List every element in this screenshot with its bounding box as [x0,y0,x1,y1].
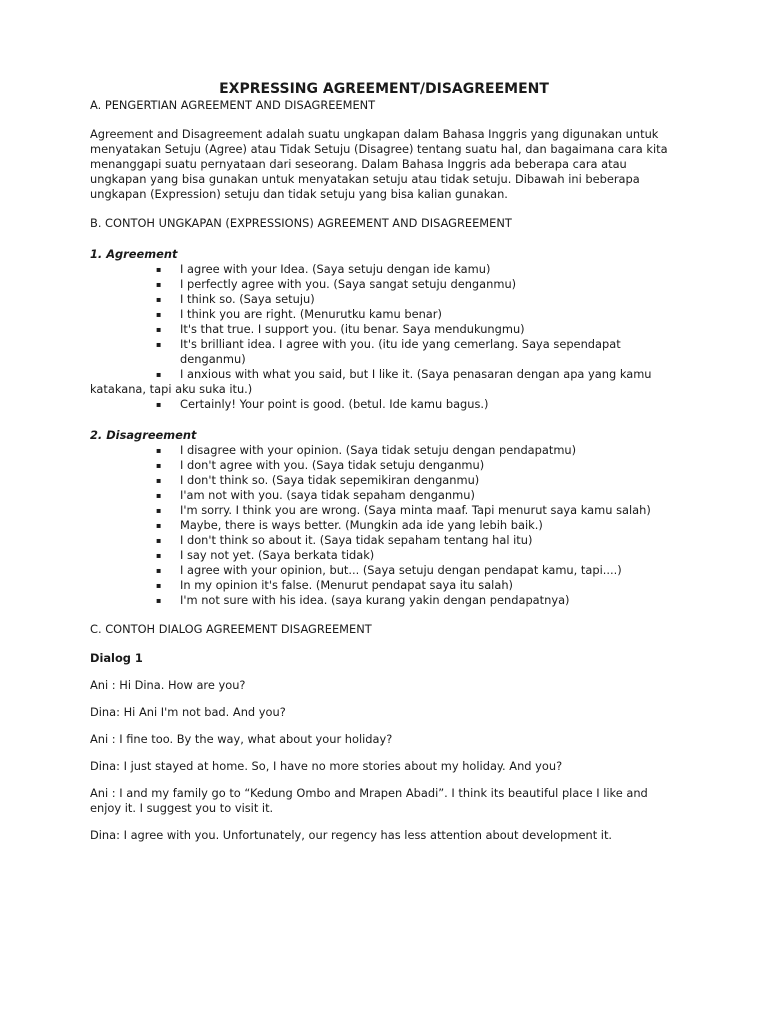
list-item: ▪ I say not yet. (Saya berkata tidak) [156,548,375,562]
dialog-line: Ani : Hi Dina. How are you? [90,678,246,692]
bullet-icon: ▪ [156,446,162,455]
bullet-icon: ▪ [156,506,162,515]
list-item: ▪ I perfectly agree with you. (Saya sangat setuju denganmu) [156,277,517,291]
list-item: ▪ I agree with your opinion, but... (Saya setuju dengan pendapat kamu, tapi....) [156,563,622,577]
section-a-paragraph: Agreement and Disagreement adalah suatu ungkapan dalam Bahasa Inggris yang digunakan untuk menyatakan Setuju (Agree) atau Tidak Setuju (Disagree) tentang suatu hal, dan bagaimana cara kita menanggapi suatu pernyataan dari seseorang. Dalam Bahasa Inggris ada beberapa cara atau ungkapan yang bisa gunakan untuk menyatakan setuju atau tidak setuju. Dibawah ini beberapa ungkapan (Expression) setuju dan tidak setuju yang bisa kalian gunakan. [90,127,668,201]
bullet-icon: ▪ [156,596,162,605]
agreement-list [90,262,678,412]
list-item: ▪ I'm not sure with his idea. (saya kurang yakin dengan pendapatnya) [156,593,570,607]
bullet-icon: ▪ [156,400,162,409]
bullet-icon: ▪ [156,566,162,575]
bullet-icon: ▪ [156,536,162,545]
list-item: ▪ I think you are right. (Menurutku kamu benar) [156,307,442,321]
bullet-icon: ▪ [156,581,162,590]
bullet-icon: ▪ [156,310,162,319]
list-item: ▪ I'm sorry. I think you are wrong. (Saya minta maaf. Tapi menurut saya kamu salah) [156,503,651,517]
list-item: ▪ I agree with your Idea. (Saya setuju dengan ide kamu) [156,262,491,276]
list-item: ▪ It's brilliant idea. I agree with you. (itu ide yang cemerlang. Saya sependapat denganmu) [156,337,621,366]
bullet-icon: ▪ [156,280,162,289]
bullet-icon: ▪ [156,325,162,334]
bullet-icon: ▪ [156,551,162,560]
list-item: ▪ I anxious with what you said, but I like it. (Saya penasaran dengan apa yang kamu katakana, tapi aku suka itu.) [90,367,652,396]
bullet-icon: ▪ [156,491,162,500]
list-item: ▪ I don't think so about it. (Saya tidak sepaham tentang hal itu) [156,533,533,547]
dialog-title: Dialog 1 [90,651,143,665]
bullet-icon: ▪ [156,340,162,349]
document-title: EXPRESSING AGREEMENT/DISAGREEMENT [219,81,549,97]
dialog-line: Dina: I agree with you. Unfortunately, our regency has less attention about development it. [90,828,613,842]
list-item: ▪ I think so. (Saya setuju) [156,292,315,306]
list-item: ▪ In my opinion it's false. (Menurut pendapat saya itu salah) [156,578,513,592]
bullet-icon: ▪ [156,295,162,304]
section-c-heading: C. CONTOH DIALOG AGREEMENT DISAGREEMENT [90,622,372,636]
bullet-icon: ▪ [156,265,162,274]
bullet-icon: ▪ [156,461,162,470]
bullet-icon: ▪ [156,521,162,530]
list-item: ▪ I don't think so. (Saya tidak sepemikiran denganmu) [156,473,480,487]
agreement-heading: 1. Agreement [90,247,178,261]
list-item: ▪ Maybe, there is ways better. (Mungkin ada ide yang lebih baik.) [156,518,543,532]
list-item: ▪ Certainly! Your point is good. (betul. Ide kamu bagus.) [156,397,489,411]
dialog-line: Ani : I and my family go to “Kedung Ombo and Mrapen Abadi”. I think its beautiful place I like and enjoy it. I suggest you to visit it. [90,786,648,815]
disagreement-list [90,443,678,608]
disagreement-heading: 2. Disagreement [90,428,197,442]
list-item: ▪ I disagree with your opinion. (Saya tidak setuju dengan pendapatmu) [156,443,577,457]
section-a-heading: A. PENGERTIAN AGREEMENT AND DISAGREEMENT [90,98,376,112]
list-item: ▪ I'am not with you. (saya tidak sepaham denganmu) [156,488,475,502]
bullet-icon: ▪ [156,370,162,379]
bullet-icon: ▪ [156,476,162,485]
list-item: ▪ I don't agree with you. (Saya tidak setuju denganmu) [156,458,485,472]
dialog-line: Dina: I just stayed at home. So, I have no more stories about my holiday. And you? [90,759,563,773]
dialog-line: Dina: Hi Ani I'm not bad. And you? [90,705,286,719]
section-b-heading: B. CONTOH UNGKAPAN (EXPRESSIONS) AGREEMENT AND DISAGREEMENT [90,216,512,230]
dialog-line: Ani : I fine too. By the way, what about your holiday? [90,732,393,746]
list-item: ▪ It's that true. I support you. (itu benar. Saya mendukungmu) [156,322,525,336]
